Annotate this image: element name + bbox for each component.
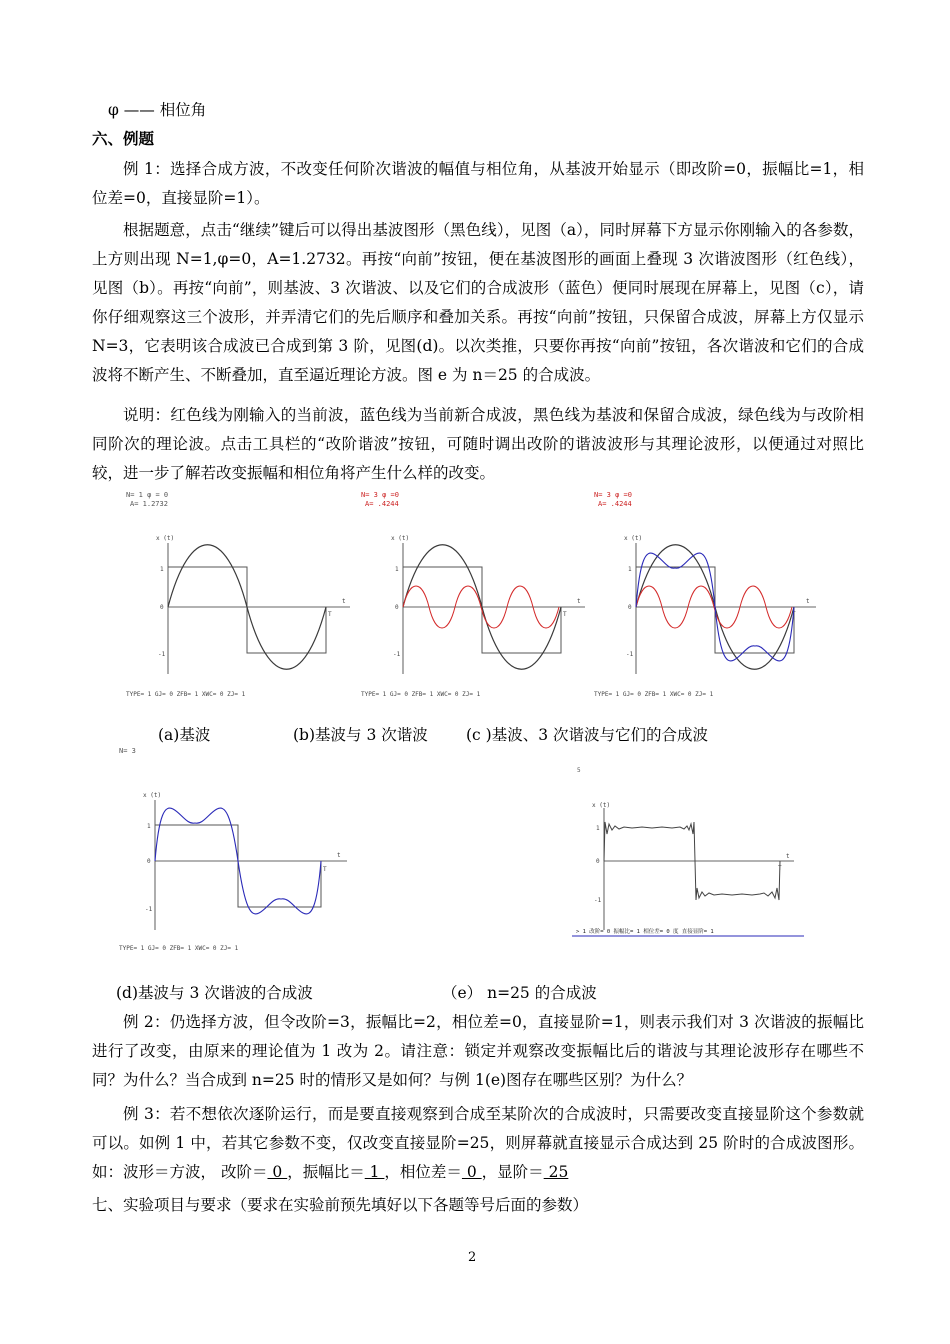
example-2-paragraph: 例 2：仍选择方波，但令改阶=3，振幅比=2，相位差=0，直接显阶=1，则表示我们对 3 次谐波的振幅比进行了改变，由原来的理论值为 1 改为 2。请注意：锁定并观察改变振幅比后的谐波与其理论波形存在哪些不同？为什么？当合成到 n=25 时的情形又是如何？与例 1(e)图存在哪些区别？为什么？ [92,1013,864,1089]
figure-c-ylabel: x (t) [624,535,643,542]
figure-e-tick-0: 0 [596,858,600,865]
section-6-title: 六、例题 [92,130,155,148]
figure-e-header-1: 5 [577,767,581,774]
xwc-value: 0 [461,1163,482,1181]
example-1-paragraph: 例 1：选择合成方波，不改变任何阶次谐波的幅值与相位角，从基波开始显示（即改阶=0，振幅比=1，相位差=0，直接显阶=1）。 [92,160,864,207]
figure-d-tick-0: 0 [147,858,151,865]
zj-label: ，显阶＝ [481,1163,544,1181]
xwc-label: ，相位差＝ [384,1163,462,1181]
figure-e-tick-neg1: -1 [594,897,602,904]
gj-value: 0 [267,1163,288,1181]
example-3-paragraph [92,1100,864,1187]
figure-c-period: T [792,611,796,618]
figure-a-tick-0: 0 [160,604,164,611]
figure-d-ylabel: x (t) [143,792,162,799]
note-paragraph: 说明：红色线为刚输入的当前波，蓝色线为当前新合成波，黑色线为基波和保留合成波，绿色线为与改阶相同阶次的理论波。点击工具栏的“改阶谐波”按钮，可随时调出改阶的谐波波形与其理论波形，以便通过对照比较，进一步了解若改变振幅和相位角将产生什么样的改变。 [92,406,864,482]
figure-a-footer: TYPE= 1 GJ= 0 ZFB= 1 XWC= 0 ZJ= 1 [126,691,246,698]
figure-d-footer: TYPE= 1 GJ= 0 ZFB= 1 XWC= 0 ZJ= 1 [119,945,239,952]
figure-a-fundamental [120,488,350,706]
zj-value: 25 [543,1163,569,1181]
zfb-value: 1 [364,1163,385,1181]
figure-c-tick-1: 1 [628,566,632,573]
figure-a-ylabel: x (t) [156,535,175,542]
figure-b-header-1: N= 3 φ =0 [361,491,399,499]
figure-b-header-2: A= .4244 [365,500,399,508]
figure-a-xlabel: t [342,598,346,605]
page-number: 2 [468,1250,477,1265]
figure-b-tick-1: 1 [395,566,399,573]
figure-b-footer: TYPE= 1 GJ= 0 ZFB= 1 XWC= 0 ZJ= 1 [361,691,481,698]
section-7-title: 七、实验项目与要求（要求在实验前预先填好以下各题等号后面的参数） [92,1196,589,1214]
zfb-label: ，振幅比＝ [287,1163,365,1181]
figure-a-tick-1: 1 [160,566,164,573]
figure-e-composite-n25 [572,762,808,944]
figure-a-header-2: A= 1.2732 [130,500,168,508]
figure-c-composite [588,488,818,706]
figure-c-header-2: A= .4244 [598,500,632,508]
figure-a-period: T [328,611,332,618]
figure-c-xlabel: t [806,598,810,605]
figure-a-header-1: N= 1 φ = 0 [126,491,169,499]
gj-label: 改阶＝ [220,1163,268,1181]
figure-d-period: T [323,866,327,873]
figure-c-tick-neg1: -1 [626,651,634,658]
figure-a-tick-neg1: -1 [158,651,166,658]
figure-b-xlabel: t [577,598,581,605]
figure-b-tick-neg1: -1 [393,651,401,658]
figure-b-fundamental-and-3rd [355,488,585,706]
phi-definition: φ —— 相位角 [108,101,207,119]
figure-d-composite-n3 [115,745,355,957]
figure-c-tick-0: 0 [628,604,632,611]
figure-d-header-1: N= 3 [119,747,136,755]
figure-b-tick-0: 0 [395,604,399,611]
figure-d-tick-1: 1 [147,823,151,830]
example-3-text: 例 3：若不想依次逐阶运行，而是要直接观察到合成至某阶次的合成波时，只需要改变直接显阶这个参数就可以。如例 1 中，若其它参数不变，仅改变直接显阶=25，则屏幕就直接显示合成达到 25 阶时的合成波图形。如：波形＝方波， [92,1105,864,1181]
figure-d-xlabel: t [337,852,341,859]
explanation-paragraph: 根据题意，点击“继续”键后可以得出基波图形（黑色线），见图（a），同时屏幕下方显示你刚输入的各参数，上方则出现 N=1,φ=0，A=1.2732。再按“向前”按钮，便在基波图形的画面上叠现 3 次谐波图形（红色线），见图（b）。再按“向前”，则基波、3 次谐波、以及它们的合成波形（蓝色）便同时展现在屏幕上，见图（c），请你仔细观察这三个波形，并弄清它们的先后顺序和叠加关系。再按“向前”按钮，只保留合成波，屏幕上方仅显示 N=3，它表明该合成波已合成到第 3 阶，见图(d)。以次类推，只要你再按“向前”按钮，各次谐波和它们的合成波将不断产生、不断叠加，直至逼近理论方波。图 e 为 n＝25 的合成波。 [92,221,864,384]
figure-c-footer: TYPE= 1 GJ= 0 ZFB= 1 XWC= 0 ZJ= 1 [594,691,714,698]
figure-e-tick-1: 1 [596,825,600,832]
caption-d: (d)基波与 3 次谐波的合成波 [116,984,313,1002]
caption-a: (a)基波 [158,726,211,744]
figure-e-footer: > 1 改阶= 0 振幅比= 1 相位差= 0 度 直接显阶= 1 [576,929,714,935]
figure-e-ylabel: x (t) [592,802,611,809]
figure-e-xlabel: t [786,853,790,860]
caption-e: （e） n=25 的合成波 [442,984,597,1002]
caption-c: (c )基波、3 次谐波与它们的合成波 [466,726,708,744]
figure-e-period: T [778,865,782,872]
figure-b-ylabel: x (t) [391,535,410,542]
figure-b-period: T [563,611,567,618]
figure-c-header-1: N= 3 φ =0 [594,491,632,499]
figure-d-tick-neg1: -1 [145,906,153,913]
caption-b: (b)基波与 3 次谐波 [293,726,428,744]
